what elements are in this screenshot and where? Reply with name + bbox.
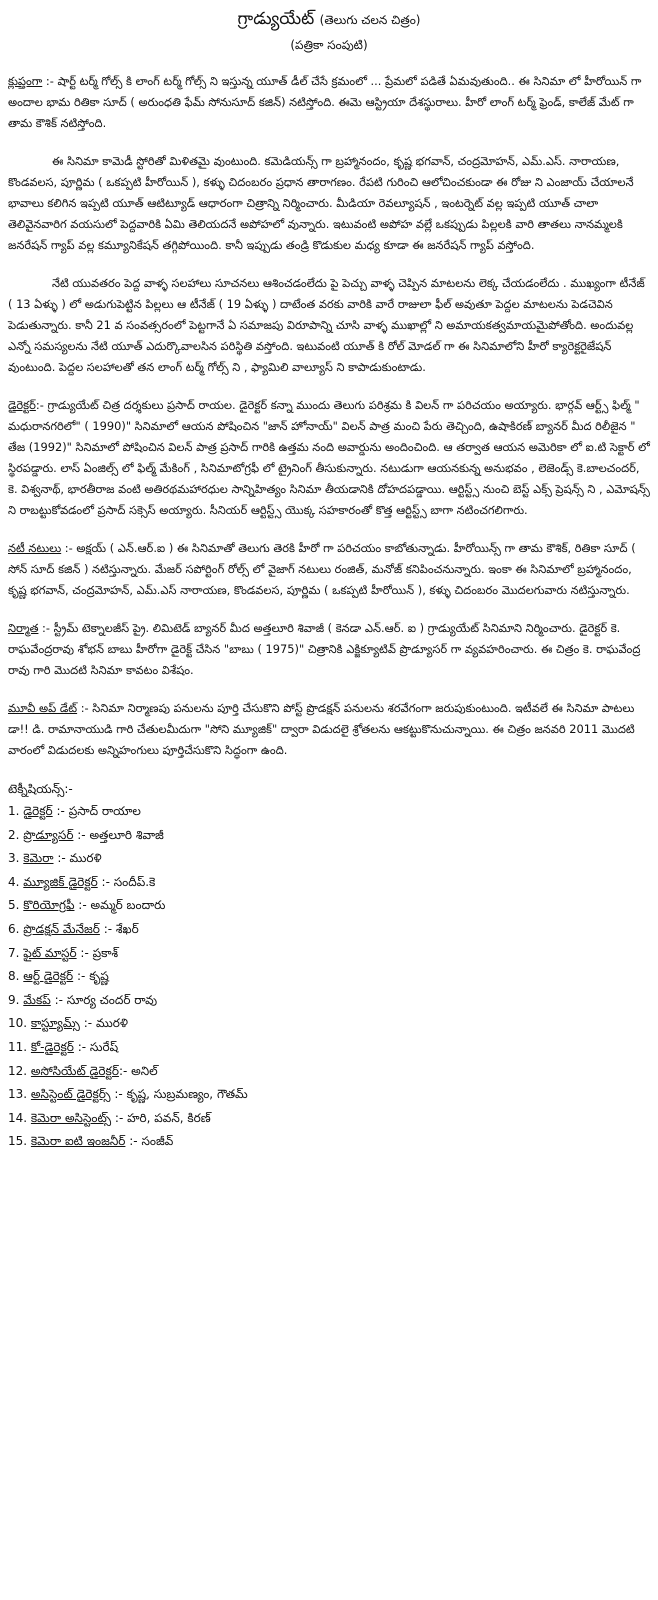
technician-separator: :-: [50, 992, 63, 1007]
technician-separator: :-: [74, 898, 87, 913]
technician-name: ప్రసాద్ రాయాల: [68, 804, 141, 818]
technician-name: సంజీవ్: [141, 1134, 174, 1149]
technician-role: అసోసియేట్ డైరెక్టర్: [30, 1063, 119, 1078]
technician-item: [8, 989, 650, 1013]
technician-role: ఫైట్ మాస్టర్: [23, 945, 77, 960]
synopsis-paragraph: [8, 71, 650, 134]
technician-separator: :-: [125, 1134, 138, 1149]
story-paragraph: ఈ సినిమా కామెడీ స్టోరితో మిళితమై వుంటుంది. కమెడియన్స్ గా బ్రహ్మానందం, కృష్ణ భగవాన్, చంద్రమోహన్, ఎమ్.ఎస్. నారాయణ, కొండవలస, పూర్ణిమ ( ఒకప్పటి హీరోయిన్ ), కళ్ళు చిదంబరం ప్రధాన తారాగణం. రేపటి గురించి ఆలోచించకుండా ఈ రోజు ని ఎంజాయ్ చేయాలనే భావాలు కలిగిన ఇప్పటి యూత్ ఆటిట్యూడ్ ఆధారంగా చిత్రాన్ని నిర్మించారు. మీడియా రెవల్యూషన్ , ఇంటర్నెట్ వల్ల ఇప్పటి యూత్ చాలా తెలివైనవారిగ వయసులో పెద్దవారికి ఏమి తెలియదనే అపోహలో వున్నారు. ఇటువంటి అపోహ వల్లే ఒకప్పుడు పిల్లలకి వారి తాతలు నానమ్మలకి జనరేషన్ గ్యాప్ వల్ల కమ్యూనికేషన్ తగ్గిపోయింది. కానీ ఇప్పుడు తండ్రి కొడుకుల మధ్య కూడా ఈ జనరేషన్ గ్యాప్ వస్తోంది.: [8, 154, 634, 252]
technician-name: కృష్ణ: [89, 969, 109, 984]
technician-item: [8, 824, 650, 848]
technician-number: 15.: [8, 1134, 28, 1149]
cast-paragraph: [8, 538, 650, 601]
technician-item: [8, 1083, 650, 1107]
technician-name: ప్రకాశ్: [92, 945, 119, 960]
technician-separator: :-: [76, 945, 89, 960]
director-paragraph: [8, 395, 650, 521]
technician-separator: :-: [97, 874, 110, 889]
technicians-list: [8, 800, 650, 1154]
technician-separator: :-: [73, 827, 86, 842]
technician-number: 5.: [8, 898, 20, 913]
producer-heading: నిర్మాత: [8, 621, 39, 635]
youth-paragraph: నేటి యువతరం పెద్ద వాళ్ళ సలహాలు సూచనలు ఆశించడంలేదు పై పెచ్చు వాళ్ళ చెప్పిన మాటలను లెక్క చేయడంలేదు . ముఖ్యంగా టీనేజ్ ( 13 ఏళ్ళు ) లో అడుగుపెట్టిన పిల్లలు ఆ టీనేజ్ ( 19 ఏళ్ళు ) దాటేంత వరకు వారికి వారే రాజులా ఫీల్ అవుతూ పెద్దల మాటలను పెడచెవిన పెడుతున్నారు. కానీ 21 వ సంవత్సరంలో పెట్టగానే ఏ సమాజపు విరూపాన్ని చూసి వాళ్ళ ముఖాల్లో ని అమాయకత్వమాయమైపోతోంది. అందువల్ల ఎన్నో సమస్యలను నేటి యూత్ ఎదుర్కొవాలసిన పరిస్థితి వస్తోంది. ఇటువంటి యూత్ కి రోల్ మోడల్ గా ఈ సినిమాలోని హీరో క్యారెక్టరైజేషన్ వుంటుంది. పెద్దల సలహాలతో తన లాంగ్ టర్మ్ గోల్స్ ని , ఫ్యామిలి వాల్యూస్ ని కాపాడుకుంటాడు.: [8, 276, 645, 374]
technician-number: 2.: [8, 827, 20, 842]
technician-number: 11.: [8, 1039, 28, 1054]
technician-item: [8, 942, 650, 966]
technician-number: 9.: [8, 992, 20, 1007]
technician-item: [8, 1060, 650, 1084]
technician-number: 3.: [8, 851, 20, 866]
technician-name: అనిల్: [131, 1063, 158, 1078]
technician-number: 10.: [8, 1016, 28, 1031]
technician-item: [8, 965, 650, 989]
technician-name: శేఖర్: [115, 921, 139, 936]
technician-name: హరి, పవన్, కిరణ్: [127, 1110, 211, 1125]
technician-number: 13.: [8, 1087, 28, 1102]
technician-separator: :-: [110, 1087, 123, 1102]
technician-role: కెమెరా ఐటి ఇంజనీర్: [30, 1134, 126, 1149]
synopsis-heading: క్లుప్తంగా: [8, 74, 43, 88]
technician-item: [8, 1107, 650, 1131]
technician-name: సురేష్: [89, 1039, 119, 1054]
producer-text: :- స్ట్రీమ్ టెక్నాలజీస్ ప్రై. లిమిటెడ్ బ్యానర్ మీద అత్తలూరి శివాజీ ( కెనడా ఎన్.ఆర్. ఐ ) గ్రాడ్యుయేట్ సినిమాని నిర్మించారు. డైరెక్టర్ కె. రాఘవేంద్రరావు శోభన్ బాబు హీరోగా డైరెక్ట్ చేసిన "బాబు ( 1975)" చిత్రానికి ఎక్జిక్యూటివ్ ప్రొడ్యూసర్ గా వ్యవహరించారు. ఈ చిత్రం కె. రాఘవేంద్ర రావు గారి మొదటి సినిమా కావటం విశేషం.: [8, 621, 641, 677]
technician-role: కో-డైరెక్టర్: [30, 1039, 74, 1054]
technician-item: [8, 800, 650, 824]
technician-separator: :-: [99, 921, 113, 936]
title-sub: (తెలుగు చలన చిత్రం): [319, 13, 421, 27]
technicians-title: టెక్నీషియన్స్:-: [8, 782, 73, 796]
director-text: :- గ్రాడ్యుయేట్ చిత్ర దర్శకులు ప్రసాద్ రాయల. డైరెక్టర్ కన్నా ముందు తెలుగు పరిశ్రమ కి విలన్ గా పరిచయం అయ్యారు. భార్గవ్ ఆర్ట్స్ ఫిల్మ్ " మధురానగరిలో" ( 1990)" సినిమాలో ఆయన పోషించిన "జాన్ హోనాయ్" విలన్ పాత్ర మంచి పేరు తెచ్చింది, ఉషాకిరణ్ బ్యానర్ మీద రిలీజైన " తేజ (1992)" సినిమాలో పోషించిన విలన్ పాత్ర ప్రసాద్ గారికి ఉత్తమ నంది అవార్డును అందించింది. ఆ తర్వాత ఆయన అమెరికా లో ఐ.టి సెక్టార్ లో స్థిరపడ్డారు. లాస్ ఏంజిల్స్ లో ఫిల్మ్ మేకింగ్ , సినిమాటోగ్రఫీ లో ట్రైనింగ్ తీసుకున్నారు. నటుడుగా ఆయనకున్న అనుభవం , లెజెండ్స్ కె.బాలచందర్, కె. విశ్వనాథ్, భారతీరాజ వంటి అతిరథమహారధుల సాన్నిహిత్యం సినిమా తీయడానికి దోహదపడ్డాయి. ఆర్టిస్ట్స్ నుంచి బెస్ట్ ఎక్స్ ప్రెషన్స్ ని , ఎమోషన్స్ ని రాబట్టుకోవడంలో ప్రసాద్ సక్సెస్ అయ్యారు. సీనియర్ ఆర్టిస్ట్స్ యొక్క సహకారంతో కొత్త ఆర్టిస్ట్స్ బాగా నటించగలిగారు.: [8, 398, 650, 517]
technician-number: 6.: [8, 921, 20, 936]
technician-role: మ్యూజిక్ డైరెక్టర్: [23, 874, 98, 889]
technician-role: అసిస్టెంట్ డైరెక్టర్స్: [30, 1087, 111, 1102]
technician-item: [8, 871, 650, 895]
technician-name: సూర్య చందర్ రావు: [66, 992, 158, 1007]
update-text: :- సినిమా నిర్మాణపు పనులను పూర్తి చేసుకొని పోస్ట్ ప్రొడక్షన్ పనులను శరవేగంగా జరుపుకుంటుంది. ఇటీవలే ఈ సినిమా పాటలు డా!! డి. రామానాయుడి గారి చేతులమీదుగా "సోని మ్యూజిక్" ద్వారా విడుదలై శ్రోతలను ఆకట్టుకొనుచున్నాయి. ఈ చిత్రం జనవరి 2011 మొదటి వారంలో విడుదలకు అన్నిహంగులు పూర్తిచేసుకొని సిద్ధంగా ఉంది.: [8, 701, 635, 757]
title-main: గ్రాడ్యుయేట్: [237, 9, 315, 29]
technician-item: [8, 918, 650, 942]
technician-item: [8, 894, 650, 918]
technician-role: కాస్ట్యూమ్స్: [30, 1016, 80, 1031]
technician-role: కెమెరా: [23, 851, 54, 866]
technician-name: మురళి: [95, 1016, 129, 1031]
technician-number: 14.: [8, 1110, 28, 1125]
director-heading: డైరెక్టర్: [8, 398, 36, 412]
technician-number: 7.: [8, 945, 20, 960]
synopsis-text: :- షార్ట్ టర్మ్ గోల్స్ కి లాంగ్ టర్మ్ గోల్స్ ని ఇస్తున్న యూత్ డీల్ చేసే క్రమంలో ... ప్రేమలో పడితే ఏమవుతుంది.. ఈ సినిమా లో హీరోయిన్ గా అందాల భామ రితికా సూద్ ( అరుంధతి ఫేమ్ సోనుసూద్ కజిన్) నటిస్తోంది. ఈమె ఆస్ట్రియా దేశస్థురాలు. హీరో లాంగ్ టర్మ్ ఫ్రెండ్, కాలేజ్ మేట్ గా తామ కౌశిక్ నటిస్తోంది.: [8, 74, 642, 130]
page-subtitle: (పత్రికా సంపుటి): [290, 38, 368, 52]
technician-number: 12.: [8, 1063, 28, 1078]
technician-separator: :-: [52, 804, 65, 818]
technician-name: అమ్మర్ బందారు: [90, 898, 166, 913]
cast-text: :- అక్షయ్ ( ఎన్.ఆర్.ఐ ) ఈ సినిమాతో తెలుగు తెరకి హీరో గా పరిచయం కాబోతున్నాడు. హీరోయిన్స్ గా తామ కౌశిక్, రితికా సూద్ ( సోన్ సూద్ కజిన్ ) నటిస్తున్నారు. మేజర్ సపోర్టింగ్ రోల్స్ లో వైజాగ్ నటులు రంజిత్, మనోజ్ కనిపించనున్నారు. ఇంకా ఈ సినిమాలో బ్రహ్మానందం, కృష్ణ భగవాన్, చంద్రమోహన్, ఎమ్.ఎస్ నారాయణ, కొండవలస, పూర్ణిమ ( ఒకప్పటి హీరోయిన్ ), కళ్ళు చిదంబరం మొదలగువారు నటిస్తున్నారు.: [8, 541, 636, 597]
technician-name: అత్తలూరి శివాజీ: [89, 827, 164, 842]
technician-name: కృష్ణ, సుబ్రమణ్యం, గౌతమ్: [126, 1087, 248, 1102]
technician-separator: :-: [73, 1039, 87, 1054]
cast-heading: నటీ నటులు: [8, 541, 62, 555]
technician-separator: :-: [79, 1016, 93, 1031]
technician-number: 4.: [8, 874, 20, 889]
technician-separator: :-: [118, 1063, 128, 1078]
technician-item: [8, 1130, 650, 1154]
producer-paragraph: [8, 618, 650, 681]
technician-item: [8, 1012, 650, 1036]
technician-role: ఆర్ట్ డైరెక్టర్: [23, 969, 74, 984]
update-heading: మూవీ అప్ డేట్: [8, 701, 78, 715]
technician-role: డైరెక్టర్: [23, 804, 53, 818]
technician-role: ప్రొడక్షన్ మేనేజర్: [23, 921, 100, 936]
technician-role: కెమెరా అసిస్టెంట్స్: [30, 1110, 112, 1125]
page-title: [8, 0, 650, 31]
technician-name: మురళి: [69, 851, 102, 866]
technician-separator: :-: [53, 851, 66, 866]
technician-name: సందీప్.కె: [113, 874, 156, 889]
technician-separator: :-: [73, 969, 86, 984]
technician-role: కొరియోగ్రఫీ: [23, 898, 75, 913]
technician-number: 8.: [8, 969, 20, 984]
technician-role: ప్రొడ్యూసర్: [23, 827, 74, 842]
technician-separator: :-: [111, 1110, 124, 1125]
technician-item: [8, 1036, 650, 1060]
technician-item: [8, 847, 650, 871]
technician-role: మేకప్: [23, 992, 51, 1007]
update-paragraph: [8, 698, 650, 761]
technician-number: 1.: [8, 804, 20, 818]
